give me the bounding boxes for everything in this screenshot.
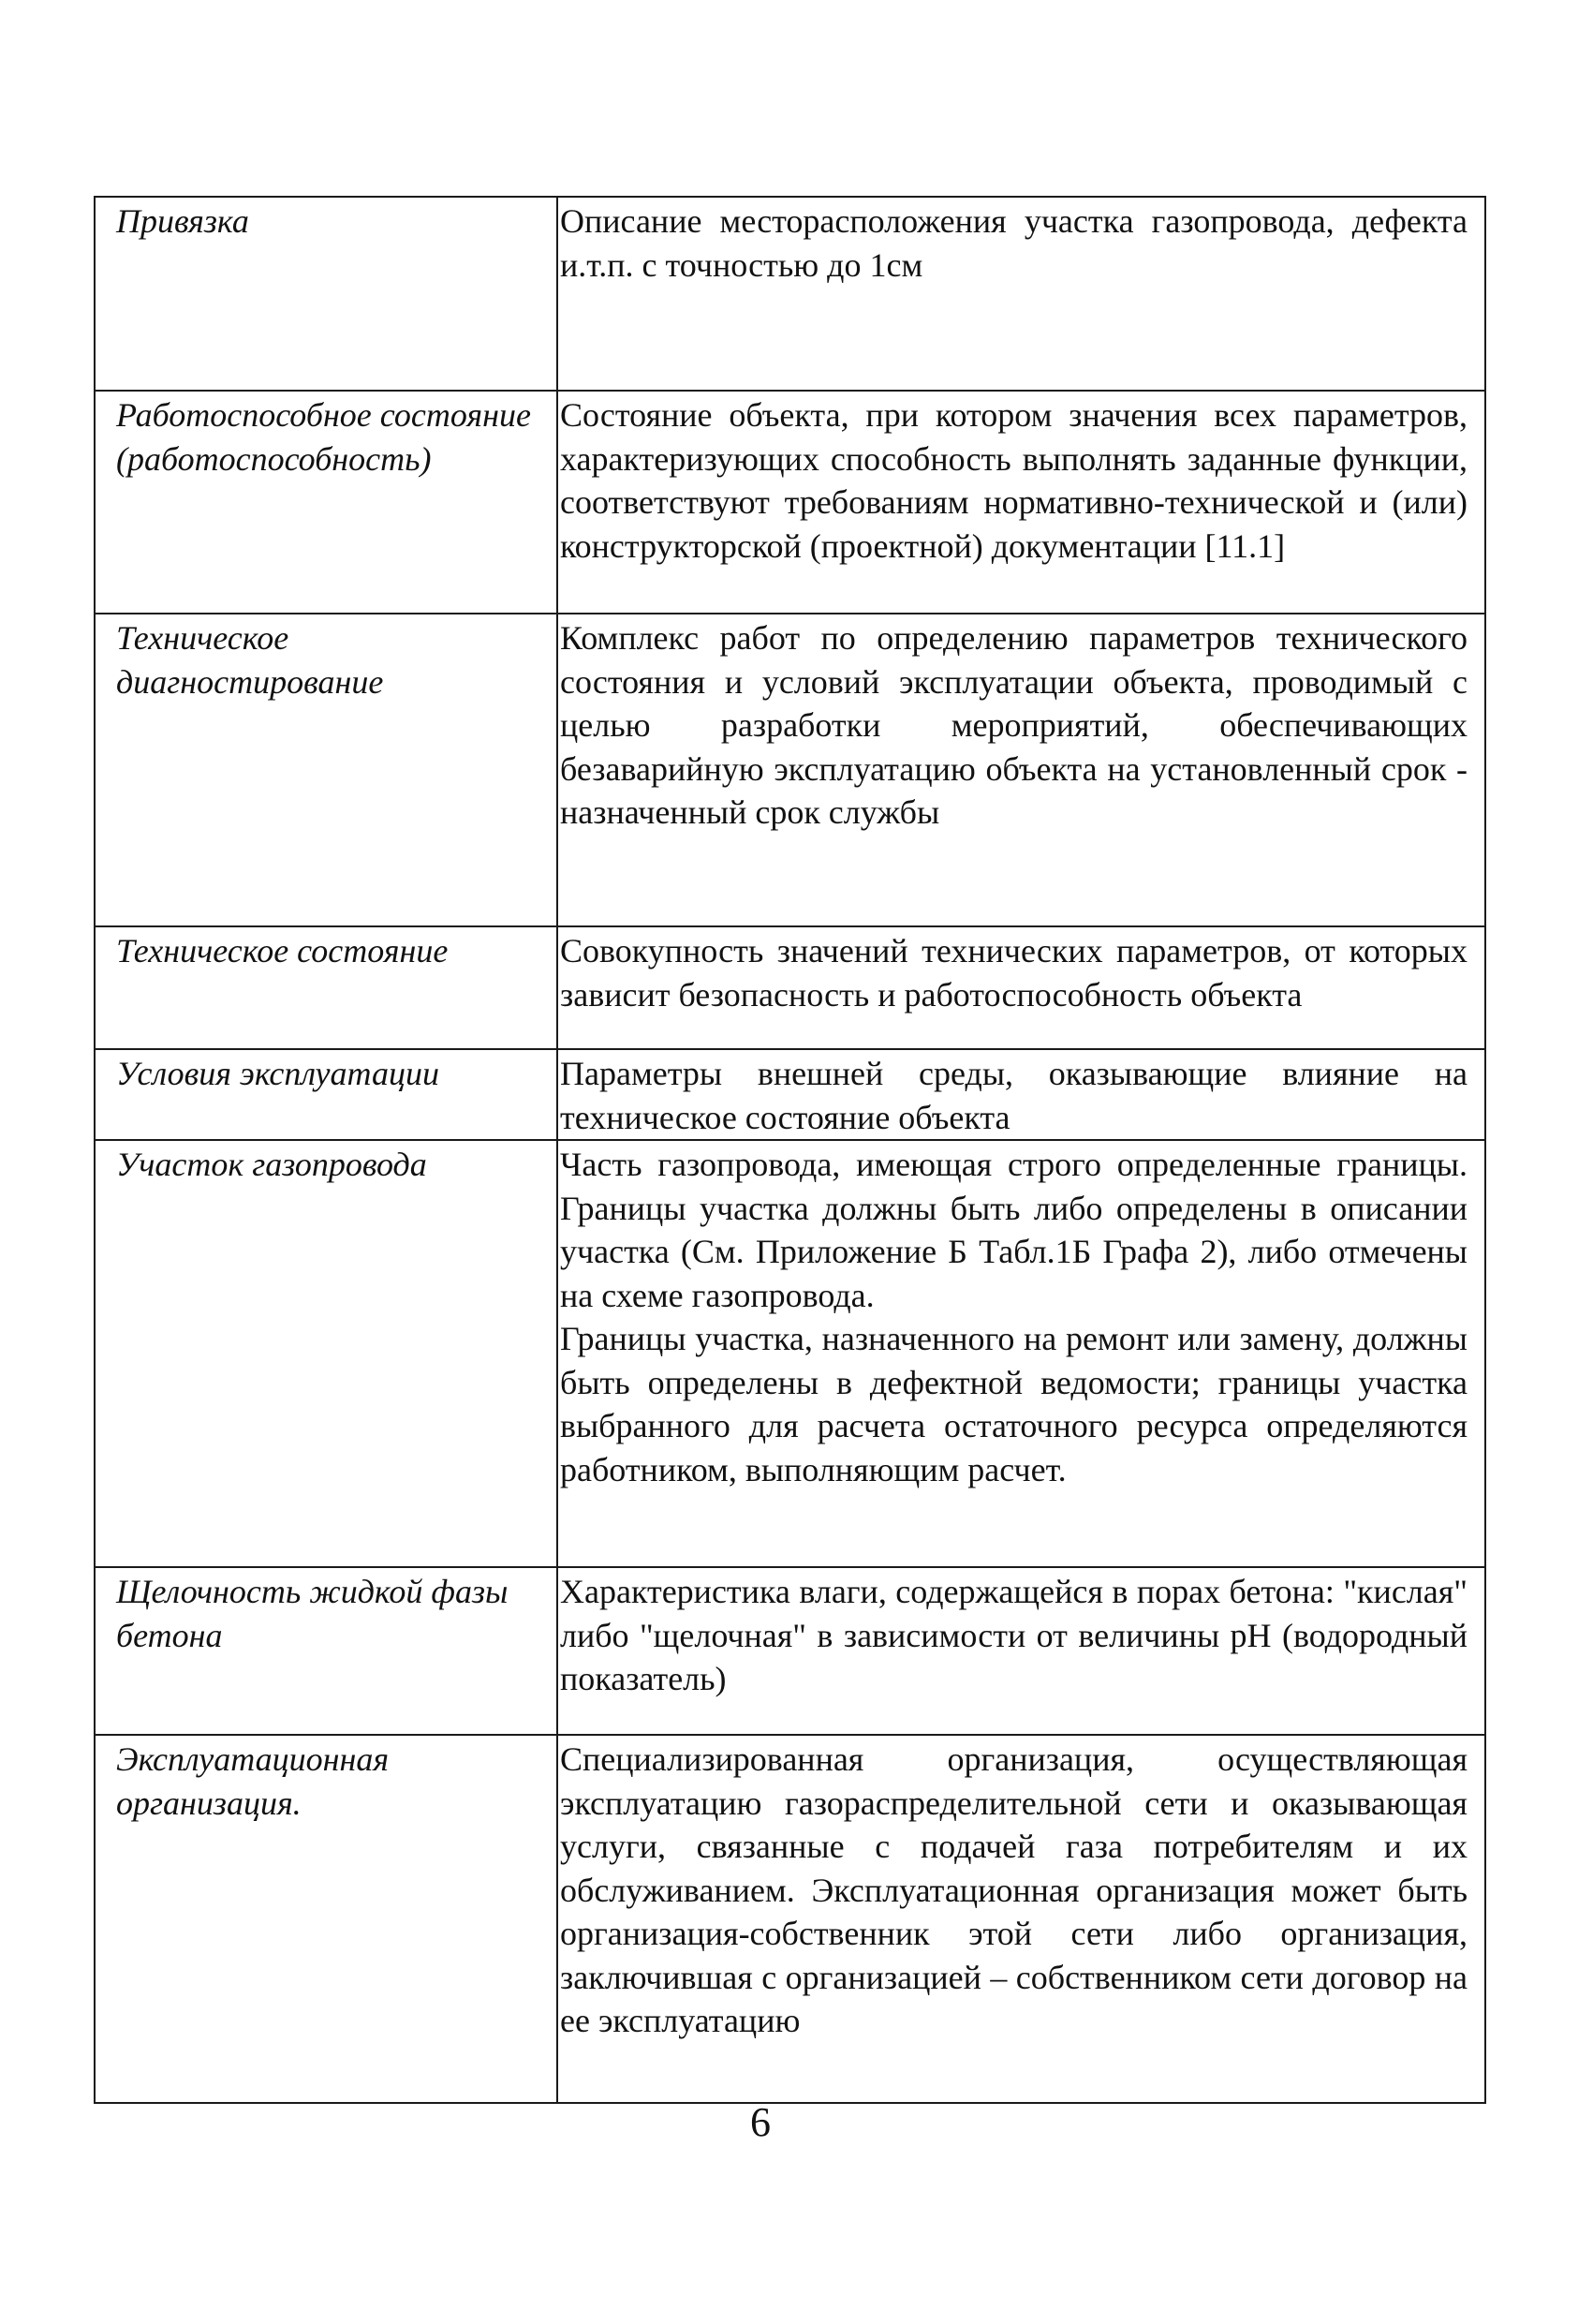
definition-text: Специализированная организация, осуществляющая эксплуатацию газораспределительной сети и оказывающая услуги, связанные с подачей газа потребителям и их обслуживанием. Эксплуатационная организация может быть организация-собственник этой сети либо организация, заключившая с организацией – собственником сети договор на ее эксплуатацию bbox=[560, 1740, 1468, 2039]
definition-text: Характеристика влаги, содержащейся в порах бетона: "кислая" либо "щелочная" в зависимости от величины pH (водородный показатель) bbox=[560, 1573, 1468, 1697]
term-cell: Щелочность жидкой фазы бетона bbox=[95, 1567, 557, 1735]
table-row bbox=[95, 391, 1485, 614]
definition-cell bbox=[557, 926, 1485, 1049]
definition-text: Состояние объекта, при котором значения всех параметров, характеризующих способность выполнять заданные функции, соответствуют требованиям нормативно-технической и (или) конструкторской (проектной) документации [11.1] bbox=[560, 396, 1468, 565]
definition-text: Описание месторасположения участка газопровода, дефекта и.т.п. с точностью до 1см bbox=[560, 202, 1468, 284]
definition-cell bbox=[557, 614, 1485, 926]
definition-text: Границы участка, назначенного на ремонт или замену, должны быть определены в дефектной ведомости; границы участка выбранного для расчета остаточного ресурса определяются работником, выполняющим расчет. bbox=[560, 1320, 1468, 1488]
definition-cell bbox=[557, 1735, 1485, 2103]
term-cell: Эксплуатационная организация. bbox=[95, 1735, 557, 2103]
term-cell: Привязка bbox=[95, 197, 557, 391]
term-cell: Условия эксплуатации bbox=[95, 1049, 557, 1140]
term-cell: Участок газопровода bbox=[95, 1140, 557, 1567]
term-cell: Техническое диагностирование bbox=[95, 614, 557, 926]
definition-cell bbox=[557, 391, 1485, 614]
definition-cell bbox=[557, 1049, 1485, 1140]
definition-cell bbox=[557, 1567, 1485, 1735]
table-row bbox=[95, 197, 1485, 391]
definition-text: Совокупность значений технических параметров, от которых зависит безопасность и работоспособность объекта bbox=[560, 932, 1468, 1014]
table-row bbox=[95, 1567, 1485, 1735]
table-row bbox=[95, 1140, 1485, 1567]
definition-text: Комплекс работ по определению параметров технического состояния и условий эксплуатации объекта, проводимый с целью разработки мероприятий, обеспечивающих безаварийную эксплуатацию объекта на установленный срок - назначенный срок службы bbox=[560, 619, 1468, 831]
term-cell: Техническое состояние bbox=[95, 926, 557, 1049]
page-number: 6 bbox=[750, 2099, 771, 2145]
definition-cell bbox=[557, 197, 1485, 391]
table-row bbox=[95, 1049, 1485, 1140]
table-row bbox=[95, 926, 1485, 1049]
definition-text: Параметры внешней среды, оказывающие влияние на техническое состояние объекта bbox=[560, 1055, 1468, 1136]
definition-text: Часть газопровода, имеющая строго определенные границы. Границы участка должны быть либо определены в описании участка (См. Приложение Б Табл.1Б Графа 2), либо отмечены на схеме газопровода. bbox=[560, 1146, 1468, 1314]
definition-cell bbox=[557, 1140, 1485, 1567]
table-row bbox=[95, 614, 1485, 926]
terms-table bbox=[94, 196, 1486, 2104]
term-cell: Работоспособное состояние (работоспособность) bbox=[95, 391, 557, 614]
table-row bbox=[95, 1735, 1485, 2103]
